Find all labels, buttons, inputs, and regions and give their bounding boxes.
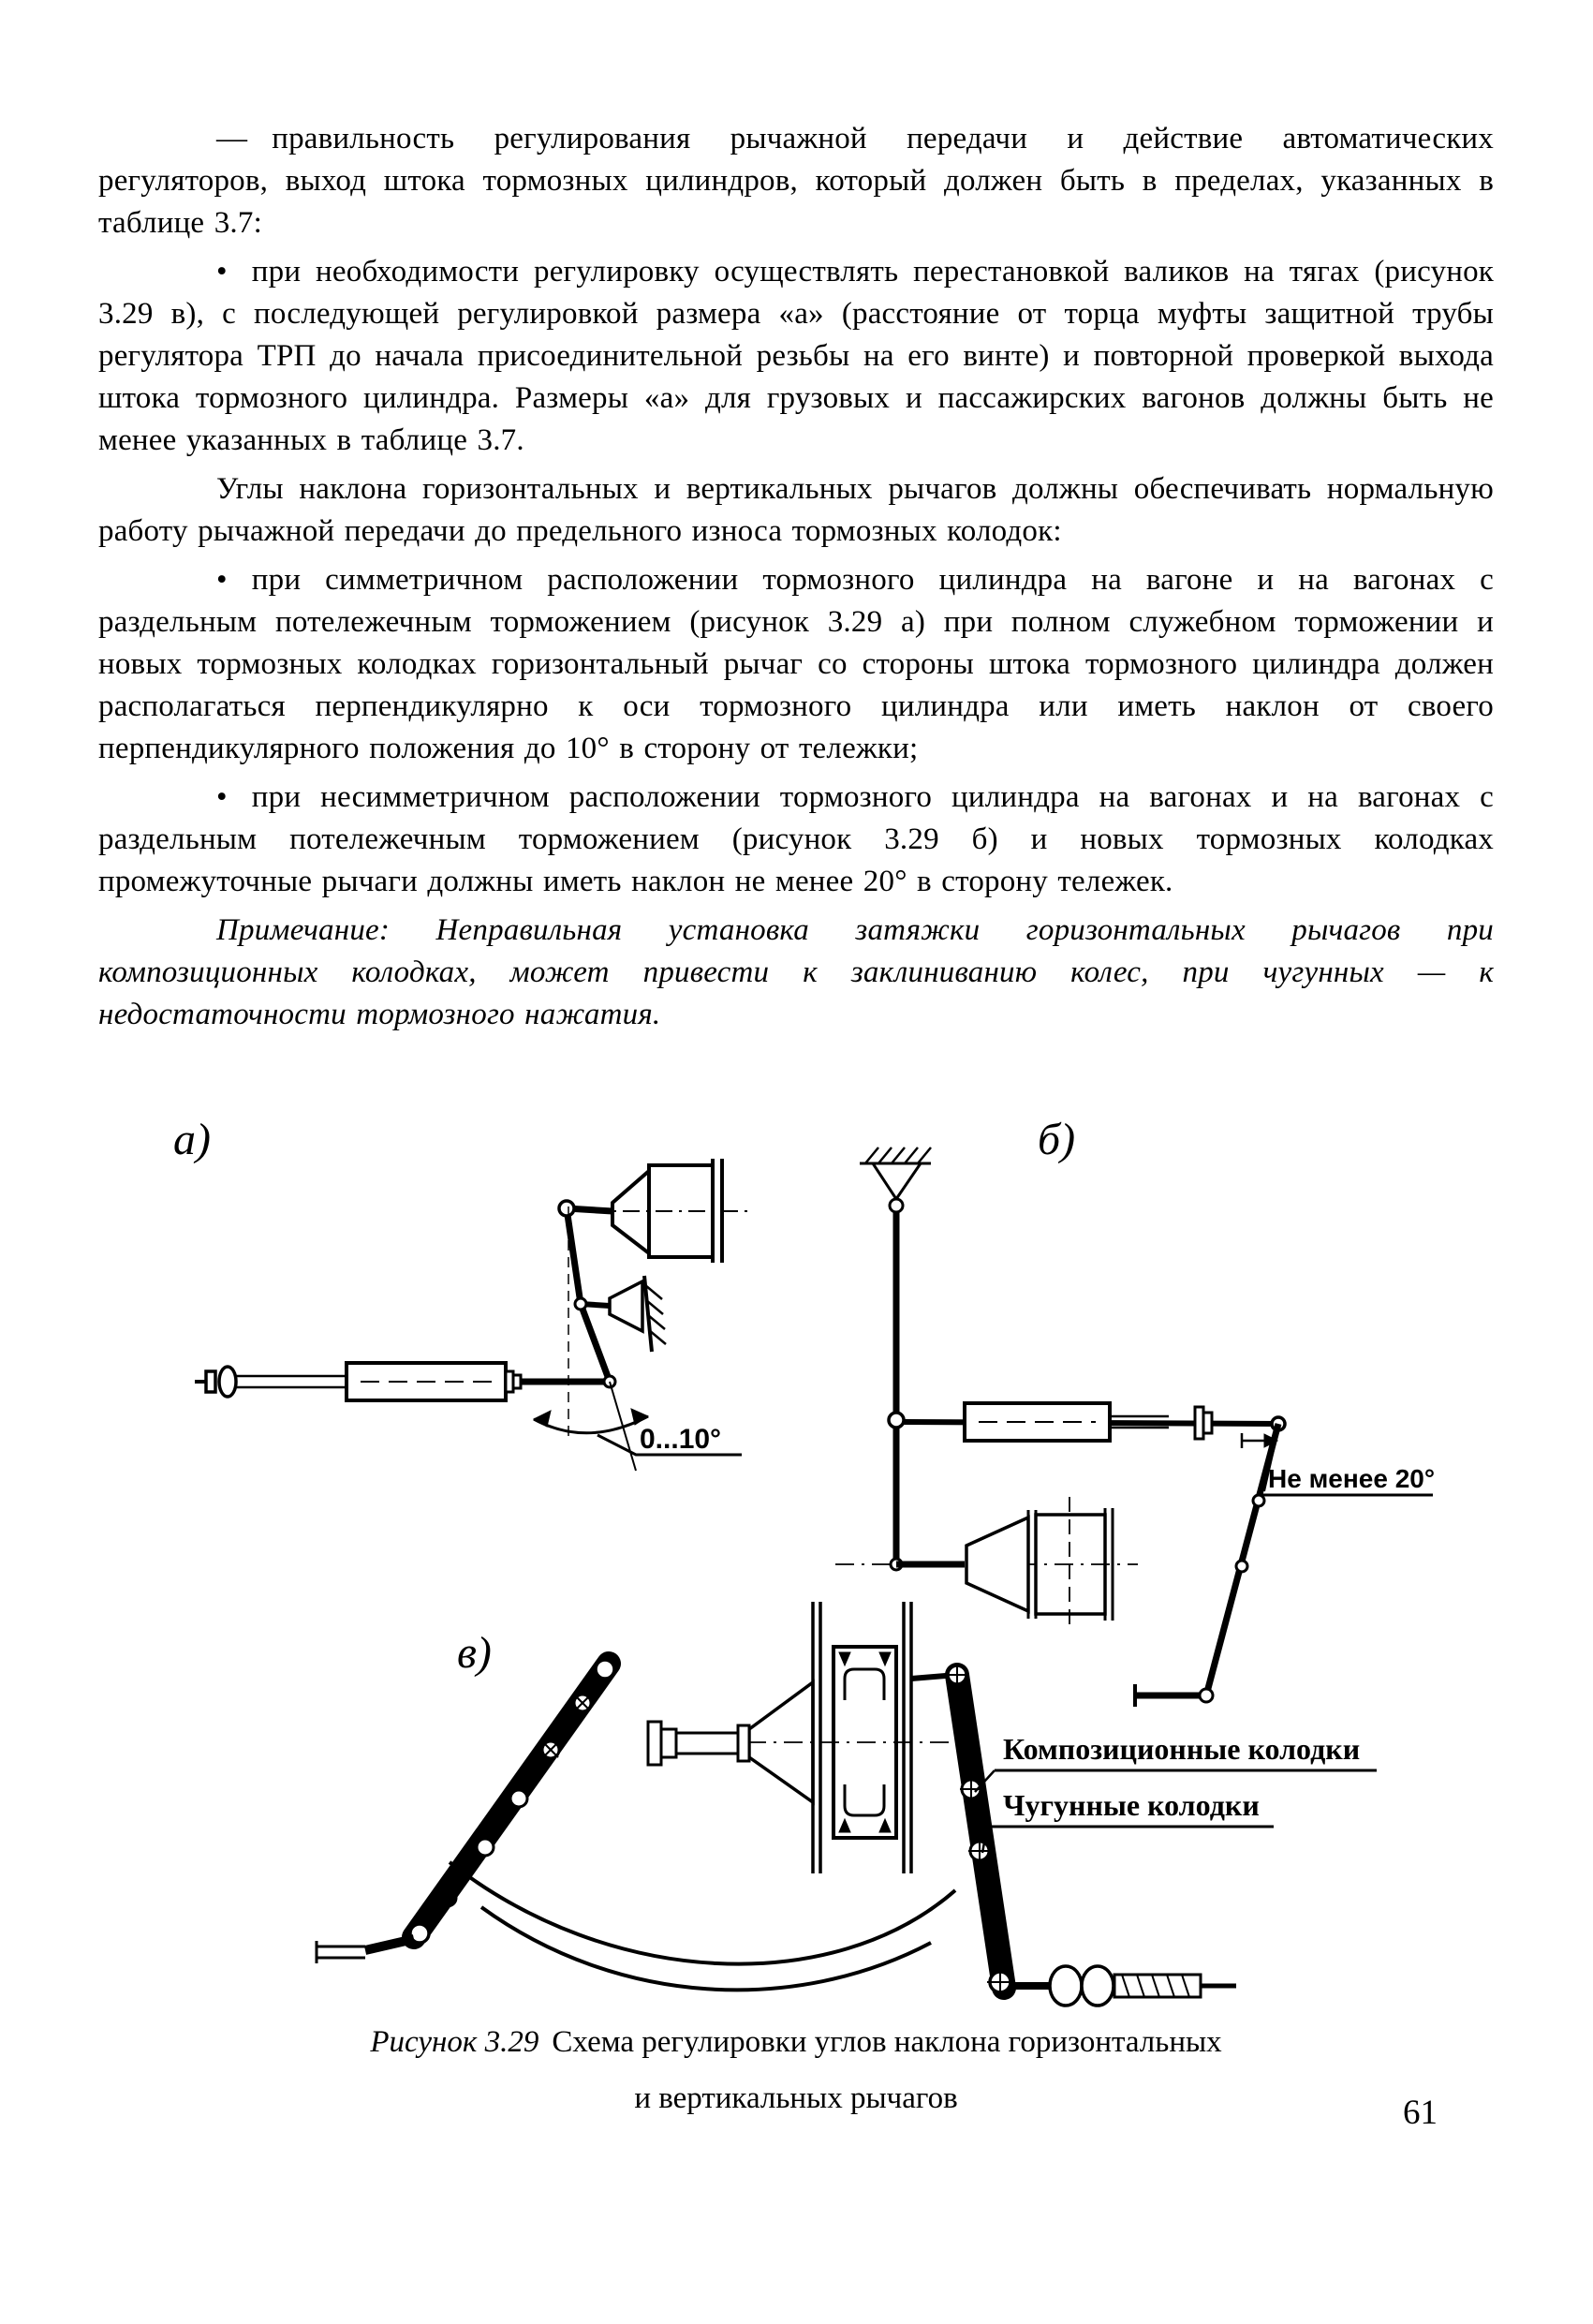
brake-regulator-rod: [904, 1403, 1278, 1441]
cast-iron-shoes-label: Чугунные колодки: [1003, 1788, 1260, 1822]
composite-shoes-label: Композиционные колодки: [1003, 1732, 1361, 1766]
bullet-asymmetric-cylinder: [98, 777, 1494, 903]
bullet-marker: •: [216, 563, 228, 597]
paragraph-dash-regulation: [98, 118, 1494, 244]
right-coupling-rod: [1011, 1966, 1236, 2006]
subfigure-a-label: а): [173, 1115, 211, 1164]
angle-range-label: 0...10°: [640, 1424, 722, 1455]
vertical-lever: [889, 1212, 965, 1570]
figure-caption-line1: Схема регулировки углов наклона горизонтальных: [552, 2025, 1222, 2059]
figure-caption: [98, 2014, 1494, 2126]
left-pull-rod: [317, 1939, 414, 1963]
paragraph-lever-angles: [98, 468, 1494, 553]
diagram-a-symmetric-cylinder: [122, 1068, 852, 1546]
page-number: 61: [1403, 2094, 1438, 2132]
fixed-support-icon: [860, 1147, 931, 1212]
bullet-regulation-method: [98, 251, 1494, 462]
subfigure-b-label: б): [1038, 1115, 1076, 1164]
diagram-v-rod-pins: [309, 1564, 1536, 2061]
bullet-marker: •: [216, 255, 228, 289]
paragraph-text: при несимметричном расположении тормозного цилиндра на вагонах и на вагонах с раздельным потележечным торможением (рисунок 3.29 б) и новых тормозных колодках промежуточные рычаги должны иметь наклон не менее 20° в сторону тележек.: [98, 780, 1494, 898]
brake-regulator-rod: [195, 1363, 615, 1400]
figure-caption-line2: и вертикальных рычагов: [634, 2081, 958, 2115]
angle-min-label: Не менее 20°: [1268, 1464, 1436, 1493]
paragraph-text: Примечание: Неправильная установка затяжки горизонтальных рычагов при композиционных колодках, может привести к заклиниванию колес, при чугунных — к недостаточности тормозного нажатия.: [98, 913, 1494, 1031]
figure-number: Рисунок 3.29: [370, 2025, 539, 2059]
bullet-symmetric-cylinder: [98, 559, 1494, 770]
body-text: [98, 118, 1494, 1043]
brake-cylinder-assembly-icon: [738, 1602, 972, 1873]
paragraph-text: правильность регулирования рычажной передачи и действие автоматических регуляторов, выход штока тормозных цилиндров, который должен быть в пределах, указанных в таблице 3.7:: [98, 122, 1494, 240]
note-paragraph: [98, 910, 1494, 1036]
brake-beam: [450, 1862, 955, 1990]
left-vertical-lever: [410, 1660, 614, 1943]
paragraph-text: при симметричном расположении тормозного цилиндра на вагоне и на вагонах с раздельным потележечным торможением (рисунок 3.29 а) при полном служебном торможении и новых тормозных колодках горизонтальный рычаг со стороны штока тормозного цилиндра должен располагаться перпендикулярно к оси тормозного цилиндра или иметь наклон от своего перпендикулярного положения до 10° в сторону от тележки;: [98, 563, 1494, 765]
subfigure-v-label: в): [457, 1628, 492, 1678]
dash-marker: —: [216, 122, 248, 155]
bullet-marker: •: [216, 780, 228, 814]
brake-cylinder-icon: [590, 1159, 751, 1263]
horizontal-lever: [559, 1201, 612, 1382]
paragraph-text: при необходимости регулировку осуществлять перестановкой валиков на тягах (рисунок 3.29 в), с последующей регулировкой размера «а» (расстояние от торца муфты защитной трубы регулятора ТРП до начала присоединительной резьбы на его винте) и повторной проверкой выхода штока тормозного цилиндра. Размеры «а» для грузовых и пассажирских вагонов должны быть не менее указанных в таблице 3.7.: [98, 255, 1494, 457]
paragraph-text: Углы наклона горизонтальных и вертикальных рычагов должны обеспечивать нормальную работу рычажной передачи до предельного износа тормозных колодок:: [98, 472, 1494, 548]
piston-rod: [648, 1722, 738, 1765]
